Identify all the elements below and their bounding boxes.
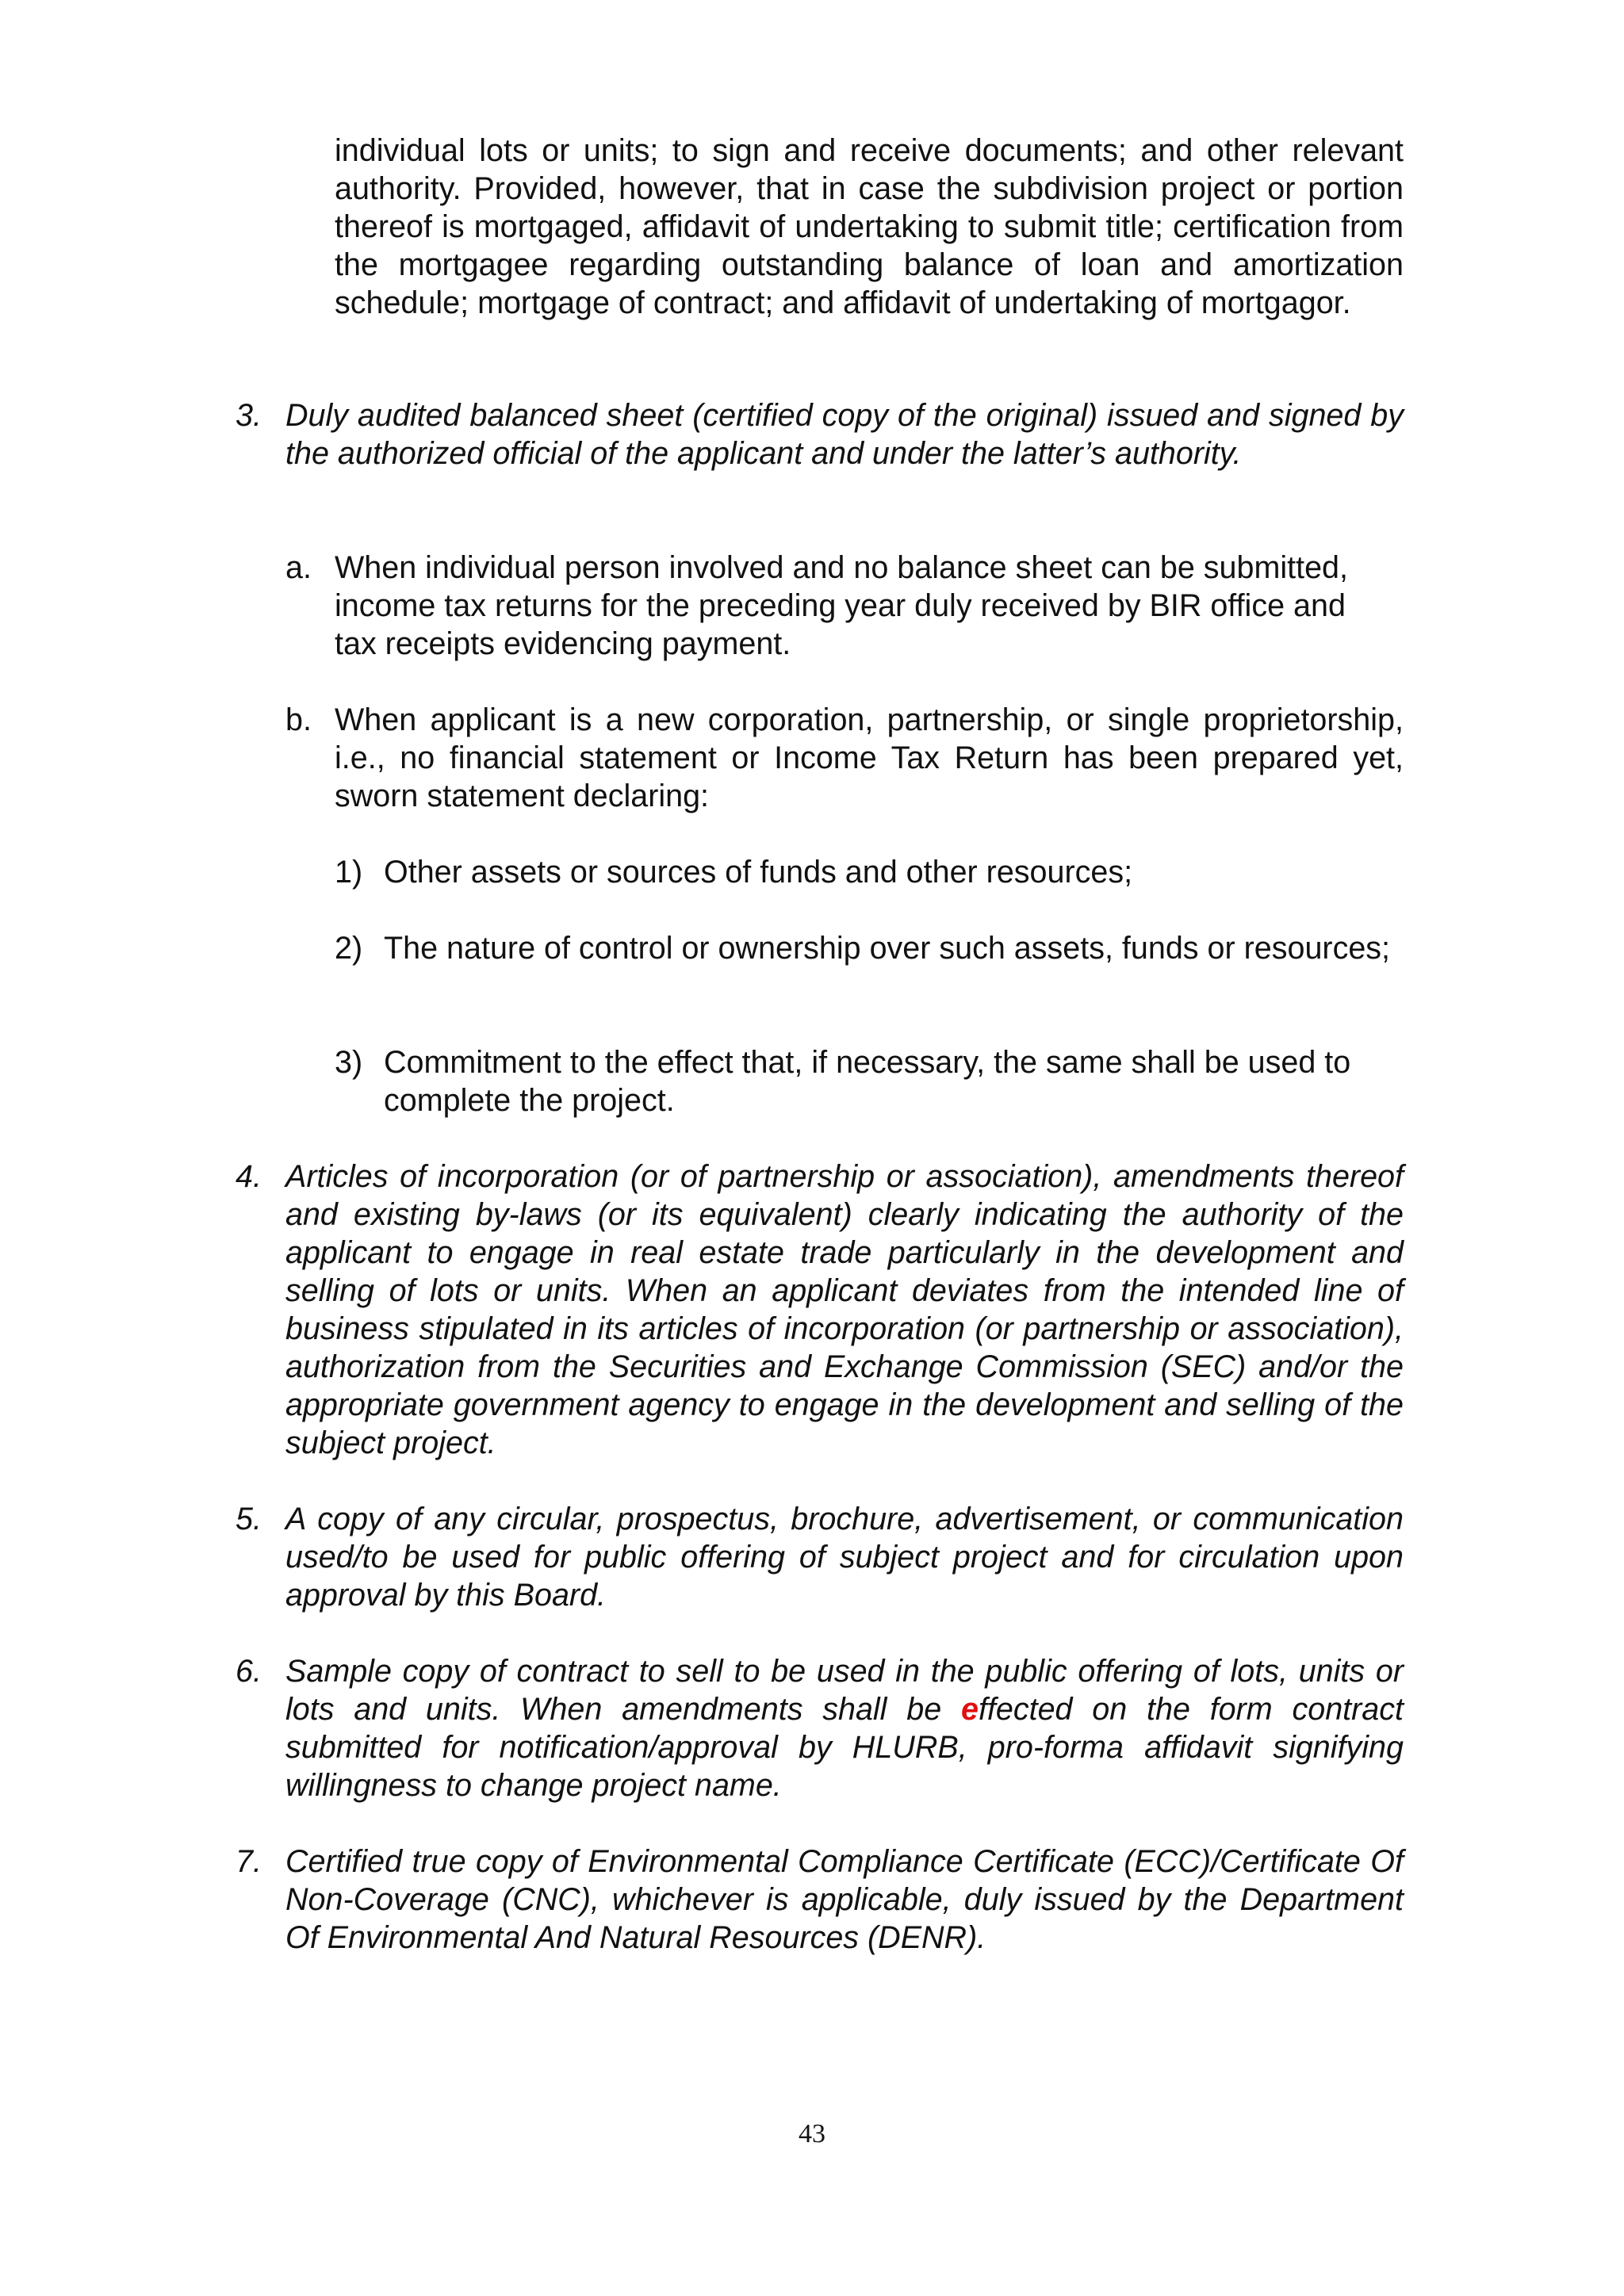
- item-number: 3.: [236, 398, 262, 433]
- sub-sub-item-text: Commitment to the effect that, if necessary, the same shall be used to complete the project.: [384, 1045, 1351, 1118]
- sub-sub-item-text: Other assets or sources of funds and other resources;: [384, 855, 1133, 890]
- sub-sub-item-label: 1): [335, 855, 363, 890]
- item-number: 4.: [236, 1159, 262, 1194]
- sub-item-label: a.: [285, 550, 312, 585]
- page-number: 43: [799, 2119, 825, 2149]
- sub-sub-item-label: 2): [335, 931, 363, 966]
- item-text: Certified true copy of Environmental Compliance Certificate (ECC)/Certificate Of Non-Coverage (CNC), whichever is applicable, duly issued by the Department Of Environmental And Natural Resources (DENR).: [285, 1844, 1404, 1955]
- sub-item-text: When individual person involved and no balance sheet can be submitted, income tax returns for the preceding year duly received by BIR office and tax receipts evidencing payment.: [335, 550, 1349, 661]
- sub-sub-item-label: 3): [335, 1045, 363, 1080]
- item-text: Articles of incorporation (or of partnership or association), amendments thereof and existing by-laws (or its equivalent) clearly indicating the authority of the applicant to engage in real estate trade particularly in the development and selling of lots or units. When an applicant deviates from the intended line of business stipulated in its articles of incorporation (or partnership or association), authorization from the Securities and Exchange Commission (SEC) and/or the appropriate government agency to engage in the development and selling of the subject project.: [285, 1159, 1404, 1460]
- item-text-part: Sample copy of contract to sell to be used in the public offering of lots, units or lots and units. When amendments shall be: [285, 1654, 1404, 1727]
- item-number: 7.: [236, 1844, 262, 1879]
- item-text: A copy of any circular, prospectus, brochure, advertisement, or communication used/to be used for public offering of subject project and for circulation upon approval by this Board.: [285, 1502, 1404, 1613]
- continuation-paragraph: individual lots or units; to sign and receive documents; and other relevant authority. Provided, however, that in case the subdivision project or portion thereof is mortgaged, affidavit of undertaking to submit title; certification from the mortgagee regarding outstanding balance of loan and amortization schedule; mortgage of contract; and affidavit of undertaking of mortgagor.: [335, 133, 1404, 320]
- item-number: 6.: [236, 1654, 262, 1689]
- item-text: Duly audited balanced sheet (certified copy of the original) issued and signed by the authorized official of the applicant and under the latter’s authority.: [285, 398, 1404, 471]
- sub-item-text: When applicant is a new corporation, partnership, or single proprietorship, i.e., no financial statement or Income Tax Return has been prepared yet, sworn statement declaring:: [335, 702, 1404, 813]
- item-number: 5.: [236, 1502, 262, 1536]
- item-text-part: ffected on the form contract submitted for notification/approval by HLURB, pro-forma affidavit signifying willingness to change project name.: [285, 1692, 1404, 1803]
- sub-sub-item-text: The nature of control or ownership over such assets, funds or resources;: [384, 931, 1391, 966]
- item-text: [285, 1652, 1404, 1804]
- highlighted-letter: e: [960, 1692, 979, 1727]
- sub-item-label: b.: [285, 702, 312, 737]
